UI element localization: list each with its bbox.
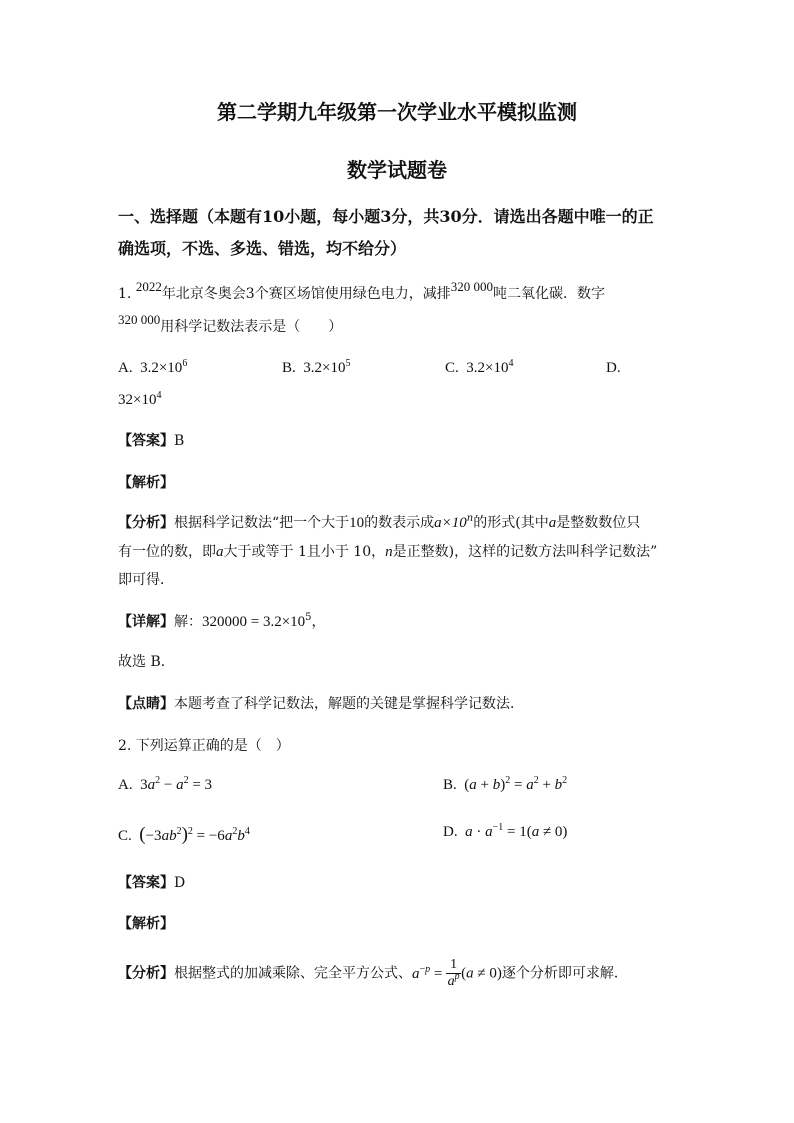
q1-stem-line2 (118, 312, 343, 336)
section-heading-line2: 确选项，不选、多选、错选，均不给分） (118, 239, 407, 258)
q1-conclusion: 故选 B． (118, 654, 175, 670)
q1-option-b: B. $3.2\times 10^5$ (282, 358, 351, 376)
q1-year: 2022 (135, 279, 162, 294)
q1-amount2: 320 000 (118, 312, 161, 327)
q2-answer: 【答案】D (118, 875, 186, 891)
q2-option-c: C. $(-3ab^2)^2 = -6a^2b^4$ (118, 824, 250, 845)
q1-answer: 【答案】B (118, 433, 185, 449)
q2-fraction: $\frac{1}{a^p}$ (447, 957, 460, 989)
q1-stem-line1 (118, 279, 605, 303)
q1-analysis-tag: 【解析】 (118, 475, 174, 491)
page-subtitle: 数学试题卷 (347, 158, 447, 182)
q1-option-d-label: D. (606, 360, 621, 376)
q2-option-b: B. $(a + b)^2 = a^2 + b^2$ (443, 775, 568, 793)
q2-analysis-tag: 【解析】 (118, 916, 174, 932)
q1-text-a: 年北京冬奥会3个赛区场馆使用绿色电力，减排 (161, 286, 451, 302)
section-heading-line1: 一、选择题（本题有10小题，每小题3分，共30分．请选出各题中唯一的正 (118, 207, 654, 226)
q1-text-c: 用科学记数法表示是（ ） (160, 319, 343, 335)
q2-stem: 2. 下列运算正确的是（ ） (118, 738, 290, 754)
q1-fenxi-line1: 【分析】根据科学记数法“把一个大于10的数表示成$a\times 10^n$的形式(其中a是整数数位只 (118, 513, 641, 531)
q1-option-a: A. $3.2\times 10^6$ (118, 358, 188, 376)
q1-text-b: 吨二氧化碳．数字 (492, 286, 605, 302)
q1-number: 1. (118, 286, 132, 302)
q1-fenxi-line2: 有一位的数，即a大于或等于 1且小于 10，n是正整数)，这样的记数方法叫科学记数法” (118, 544, 658, 560)
q1-dianjing: 【点睛】本题考查了科学记数法，解题的关键是掌握科学记数法． (118, 696, 524, 712)
q1-xiangjie: 【详解】解：$320000 = 3.2\times 10^5$， (118, 612, 326, 630)
q2-option-a: A. $3a^2 - a^2 = 3$ (118, 775, 213, 793)
q2-option-d: D. $a \cdot a^{-1} = 1(a \ne 0)$ (443, 822, 568, 840)
q1-amount: 320 000 (450, 279, 493, 294)
q2-fenxi: 【分析】根据整式的加减乘除、完全平方公式、$a^{-p}$ = $\frac{1}{a^p}$ (a ≠ 0)逐个分析即可求解． (118, 957, 628, 989)
q1-fenxi-line3: 即可得． (118, 572, 174, 588)
q1-option-c: C. $3.2\times 10^4$ (445, 358, 514, 376)
q1-option-d: $32\times 10^4$ (118, 390, 162, 408)
page-title: 第二学期九年级第一次学业水平模拟监测 (217, 100, 577, 124)
